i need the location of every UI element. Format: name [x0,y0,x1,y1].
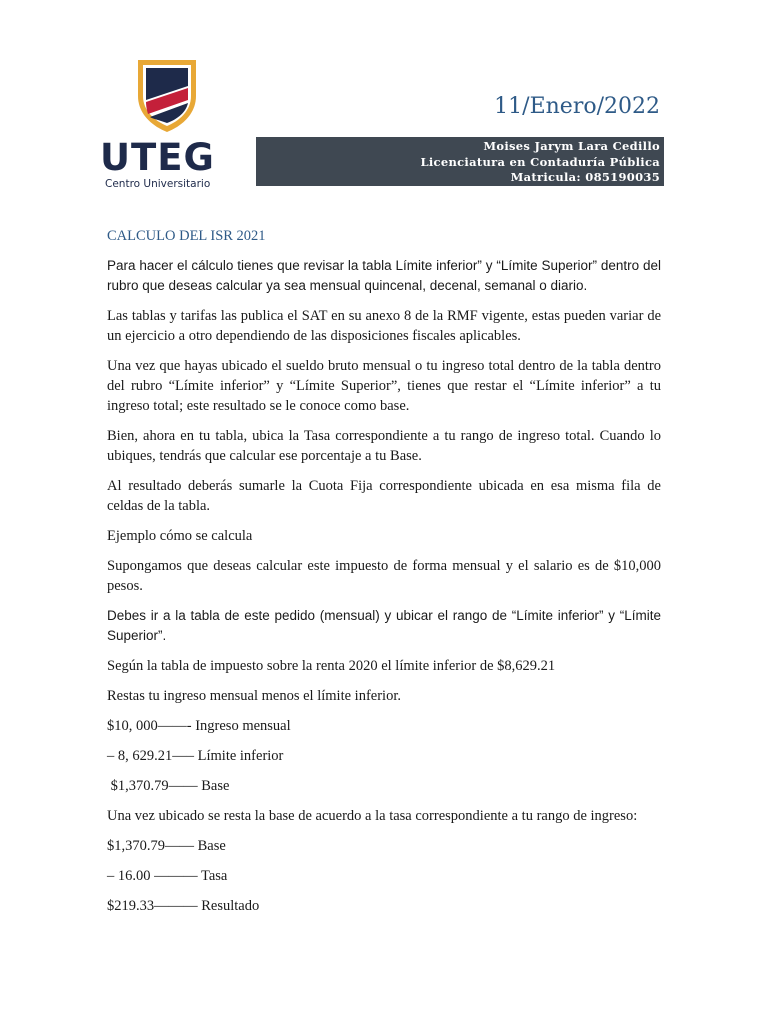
student-matricula: Matricula: 085190035 [510,170,660,184]
paragraph: Ejemplo cómo se calcula [107,528,253,544]
student-program: Licenciatura en Contaduría Pública [420,154,660,169]
logo-subtitle: Centro Universitario [105,178,211,190]
paragraph: Las tablas y tarifas las publica el SAT en su anexo 8 de la RMF vigente, estas pueden variar de un ejercicio a otro dependiendo de las disposiciones fiscales aplicables. [107,308,661,344]
document-heading: CALCULO DEL ISR 2021 [107,228,266,244]
paragraph: Restas tu ingreso mensual menos el límite inferior. [107,688,401,704]
shield-icon [132,56,202,134]
paragraph: Una vez ubicado se resta la base de acuerdo a la tasa correspondiente a tu rango de ingreso: [107,808,638,824]
paragraph: Según la tabla de impuesto sobre la renta 2020 el límite inferior de $8,629.21 [107,658,556,674]
calc-line: – 16.00 ——— Tasa [107,868,228,884]
student-info-box [256,137,664,186]
student-name: Moises Jarym Lara Cedillo [483,139,660,153]
paragraph: Bien, ahora en tu tabla, ubica la Tasa correspondiente a tu rango de ingreso total. Cuando lo ubiques, tendrás que calcular ese porcentaje a tu Base. [107,428,661,464]
calc-line: $219.33——— Resultado [107,898,260,914]
calc-line: – 8, 629.21—– Límite inferior [107,748,284,764]
document-date: 11/Enero/2022 [494,94,660,119]
calc-line: $1,370.79—— Base [107,838,226,854]
calc-line: $10, 000——- Ingreso mensual [107,718,291,734]
uteg-logo [100,56,232,190]
paragraph: Para hacer el cálculo tienes que revisar la tabla Límite inferior” y “Límite Superior” dentro del rubro que deseas calcular ya sea mensual quincenal, decenal, semanal o diario. [107,258,661,293]
paragraph: Debes ir a la tabla de este pedido (mensual) y ubicar el rango de “Límite inferior” y “Límite Superior”. [107,608,661,643]
paragraph: Una vez que hayas ubicado el sueldo bruto mensual o tu ingreso total dentro de la tabla dentro del rubro “Límite inferior” y “Límite Superior”, tienes que restar el “Límite inferior” a tu ingreso total; este resultado se le conoce como base. [107,358,661,414]
paragraph: Supongamos que deseas calcular este impuesto de forma mensual y el salario es de $10,000 pesos. [107,558,661,594]
paragraph: Al resultado deberás sumarle la Cuota Fija correspondiente ubicada en esa misma fila de celdas de la tabla. [107,478,661,514]
calc-line: $1,370.79—— Base [107,778,230,794]
document-body [107,226,661,926]
logo-wordmark: UTEG [100,136,215,179]
